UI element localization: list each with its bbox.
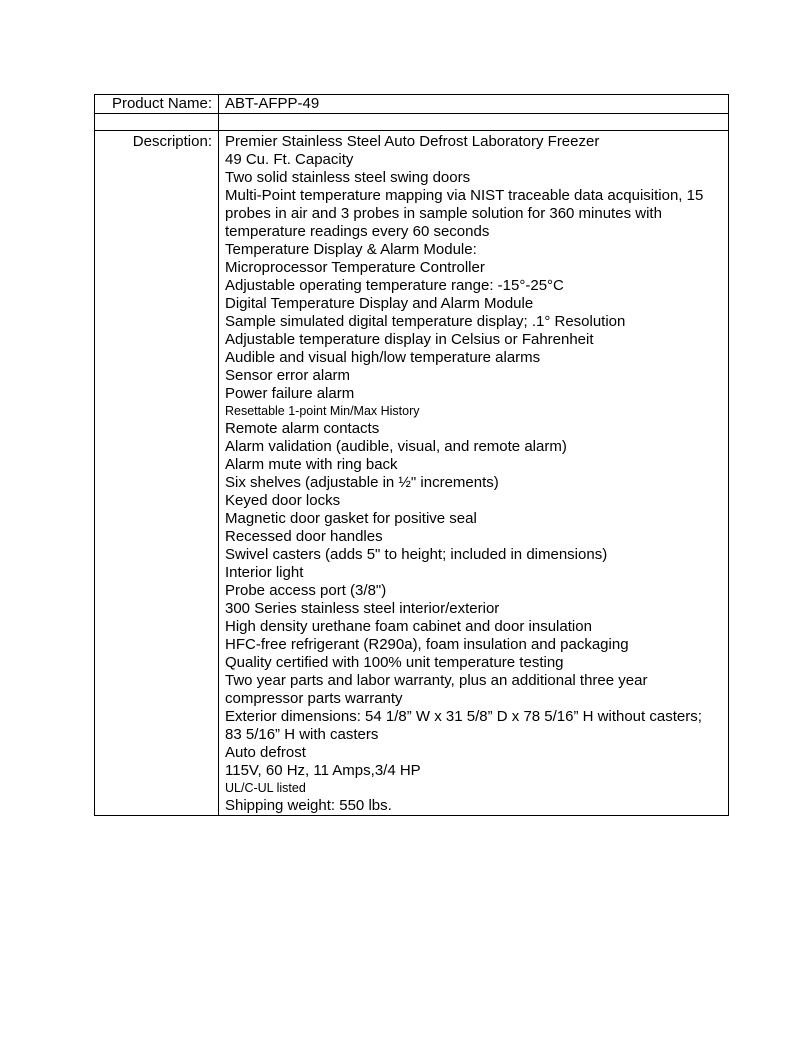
description-line: Interior light [225,564,304,581]
description-line: Swivel casters (adds 5" to height; included in dimensions) [225,546,608,563]
description-label: Description: [95,131,219,816]
description-line: Alarm validation (audible, visual, and remote alarm) [225,438,567,455]
description-line: UL/C-UL listed [225,781,306,795]
description-row [95,131,729,816]
description-line: Magnetic door gasket for positive seal [225,510,477,527]
description-line: Shipping weight: 550 lbs. [225,797,392,814]
product-name-label: Product Name: [95,95,219,114]
description-line: Power failure alarm [225,385,355,402]
description-line: Sample simulated digital temperature display; .1° Resolution [225,313,626,330]
description-line: Audible and visual high/low temperature alarms [225,349,541,366]
description-line: Resettable 1-point Min/Max History [225,404,420,418]
description-line: Two solid stainless steel swing doors [225,169,471,186]
spacer-cell-right [219,114,729,131]
description-line: Adjustable temperature display in Celsius or Fahrenheit [225,331,594,348]
product-name-value: ABT-AFPP-49 [219,95,729,114]
spacer-cell-left [95,114,219,131]
description-line: Six shelves (adjustable in ½" increments) [225,474,499,491]
description-line: Alarm mute with ring back [225,456,398,473]
description-list [219,131,729,816]
description-line: Recessed door handles [225,528,383,545]
description-line: 49 Cu. Ft. Capacity [225,151,354,168]
description-line: Microprocessor Temperature Controller [225,259,485,276]
description-line: Quality certified with 100% unit temperature testing [225,654,564,671]
description-line: Digital Temperature Display and Alarm Module [225,295,534,312]
description-line: HFC-free refrigerant (R290a), foam insulation and packaging [225,636,629,653]
product-spec-table [94,94,729,816]
description-line: Exterior dimensions: 54 1/8” W x 31 5/8” D x 78 5/16” H without casters; 83 5/16” H with casters [225,708,702,743]
description-line: Two year parts and labor warranty, plus an additional three year compressor parts warranty [225,672,648,707]
spacer-row [95,114,729,131]
description-line: Adjustable operating temperature range: -15°-25°C [225,277,564,294]
description-line: Sensor error alarm [225,367,351,384]
description-line: High density urethane foam cabinet and door insulation [225,618,592,635]
description-line: 300 Series stainless steel interior/exterior [225,600,500,617]
description-line: Remote alarm contacts [225,420,380,437]
description-line: Multi-Point temperature mapping via NIST traceable data acquisition, 15 probes in air and 3 probes in sample solution for 360 minutes with temperature readings every 60 seconds [225,187,704,240]
description-line: 115V, 60 Hz, 11 Amps,3/4 HP [225,762,421,779]
description-line: Auto defrost [225,744,306,761]
description-line: Keyed door locks [225,492,341,509]
description-line: Probe access port (3/8") [225,582,387,599]
product-name-row [95,95,729,114]
description-line: Premier Stainless Steel Auto Defrost Laboratory Freezer [225,133,600,150]
description-line: Temperature Display & Alarm Module: [225,241,477,258]
